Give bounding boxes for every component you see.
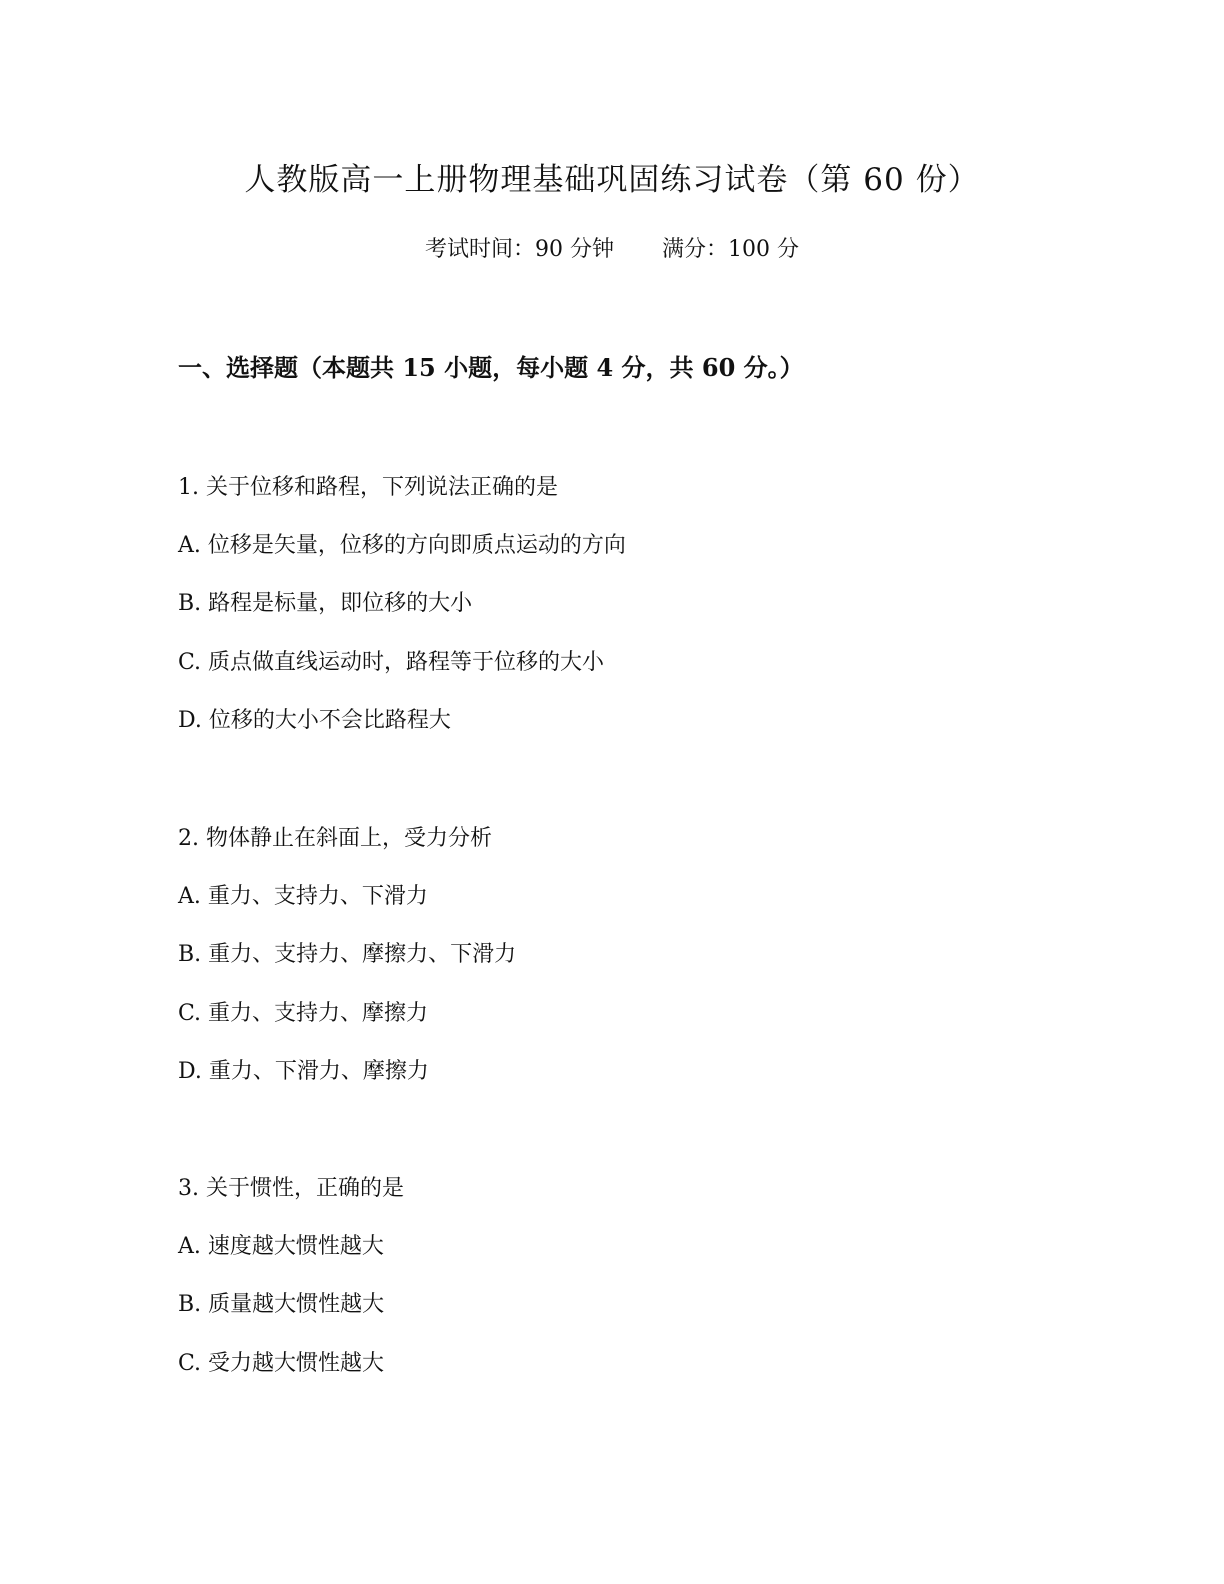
option-b: B. 重力、支持力、摩擦力、下滑力 [178,942,517,967]
option-b: B. 路程是标量，即位移的大小 [178,591,473,616]
question-stem: 2. 物体静止在斜面上，受力分析 [178,826,492,851]
option-d: D. 重力、下滑力、摩擦力 [178,1059,429,1084]
option-a: A. 速度越大惯性越大 [178,1234,384,1259]
option-a: A. 重力、支持力、下滑力 [178,884,428,909]
section-heading: 一、选择题（本题共 15 小题，每小题 4 分，共 60 分。） [178,353,804,382]
question-stem: 1. 关于位移和路程，下列说法正确的是 [178,475,558,500]
option-c: C. 重力、支持力、摩擦力 [178,1001,429,1026]
exam-time: 考试时间：90 分钟 [425,237,614,262]
option-d: D. 位移的大小不会比路程大 [178,708,451,733]
exam-meta [0,233,1224,267]
option-c: C. 受力越大惯性越大 [178,1351,385,1376]
option-a: A. 位移是矢量，位移的方向即质点运动的方向 [178,533,626,558]
option-c: C. 质点做直线运动时，路程等于位移的大小 [178,650,605,675]
page-title: 人教版高一上册物理基础巩固练习试卷（第 60 份） [244,162,980,198]
option-b: B. 质量越大惯性越大 [178,1292,385,1317]
question-stem: 3. 关于惯性，正确的是 [178,1176,404,1201]
full-score: 满分：100 分 [662,237,799,262]
